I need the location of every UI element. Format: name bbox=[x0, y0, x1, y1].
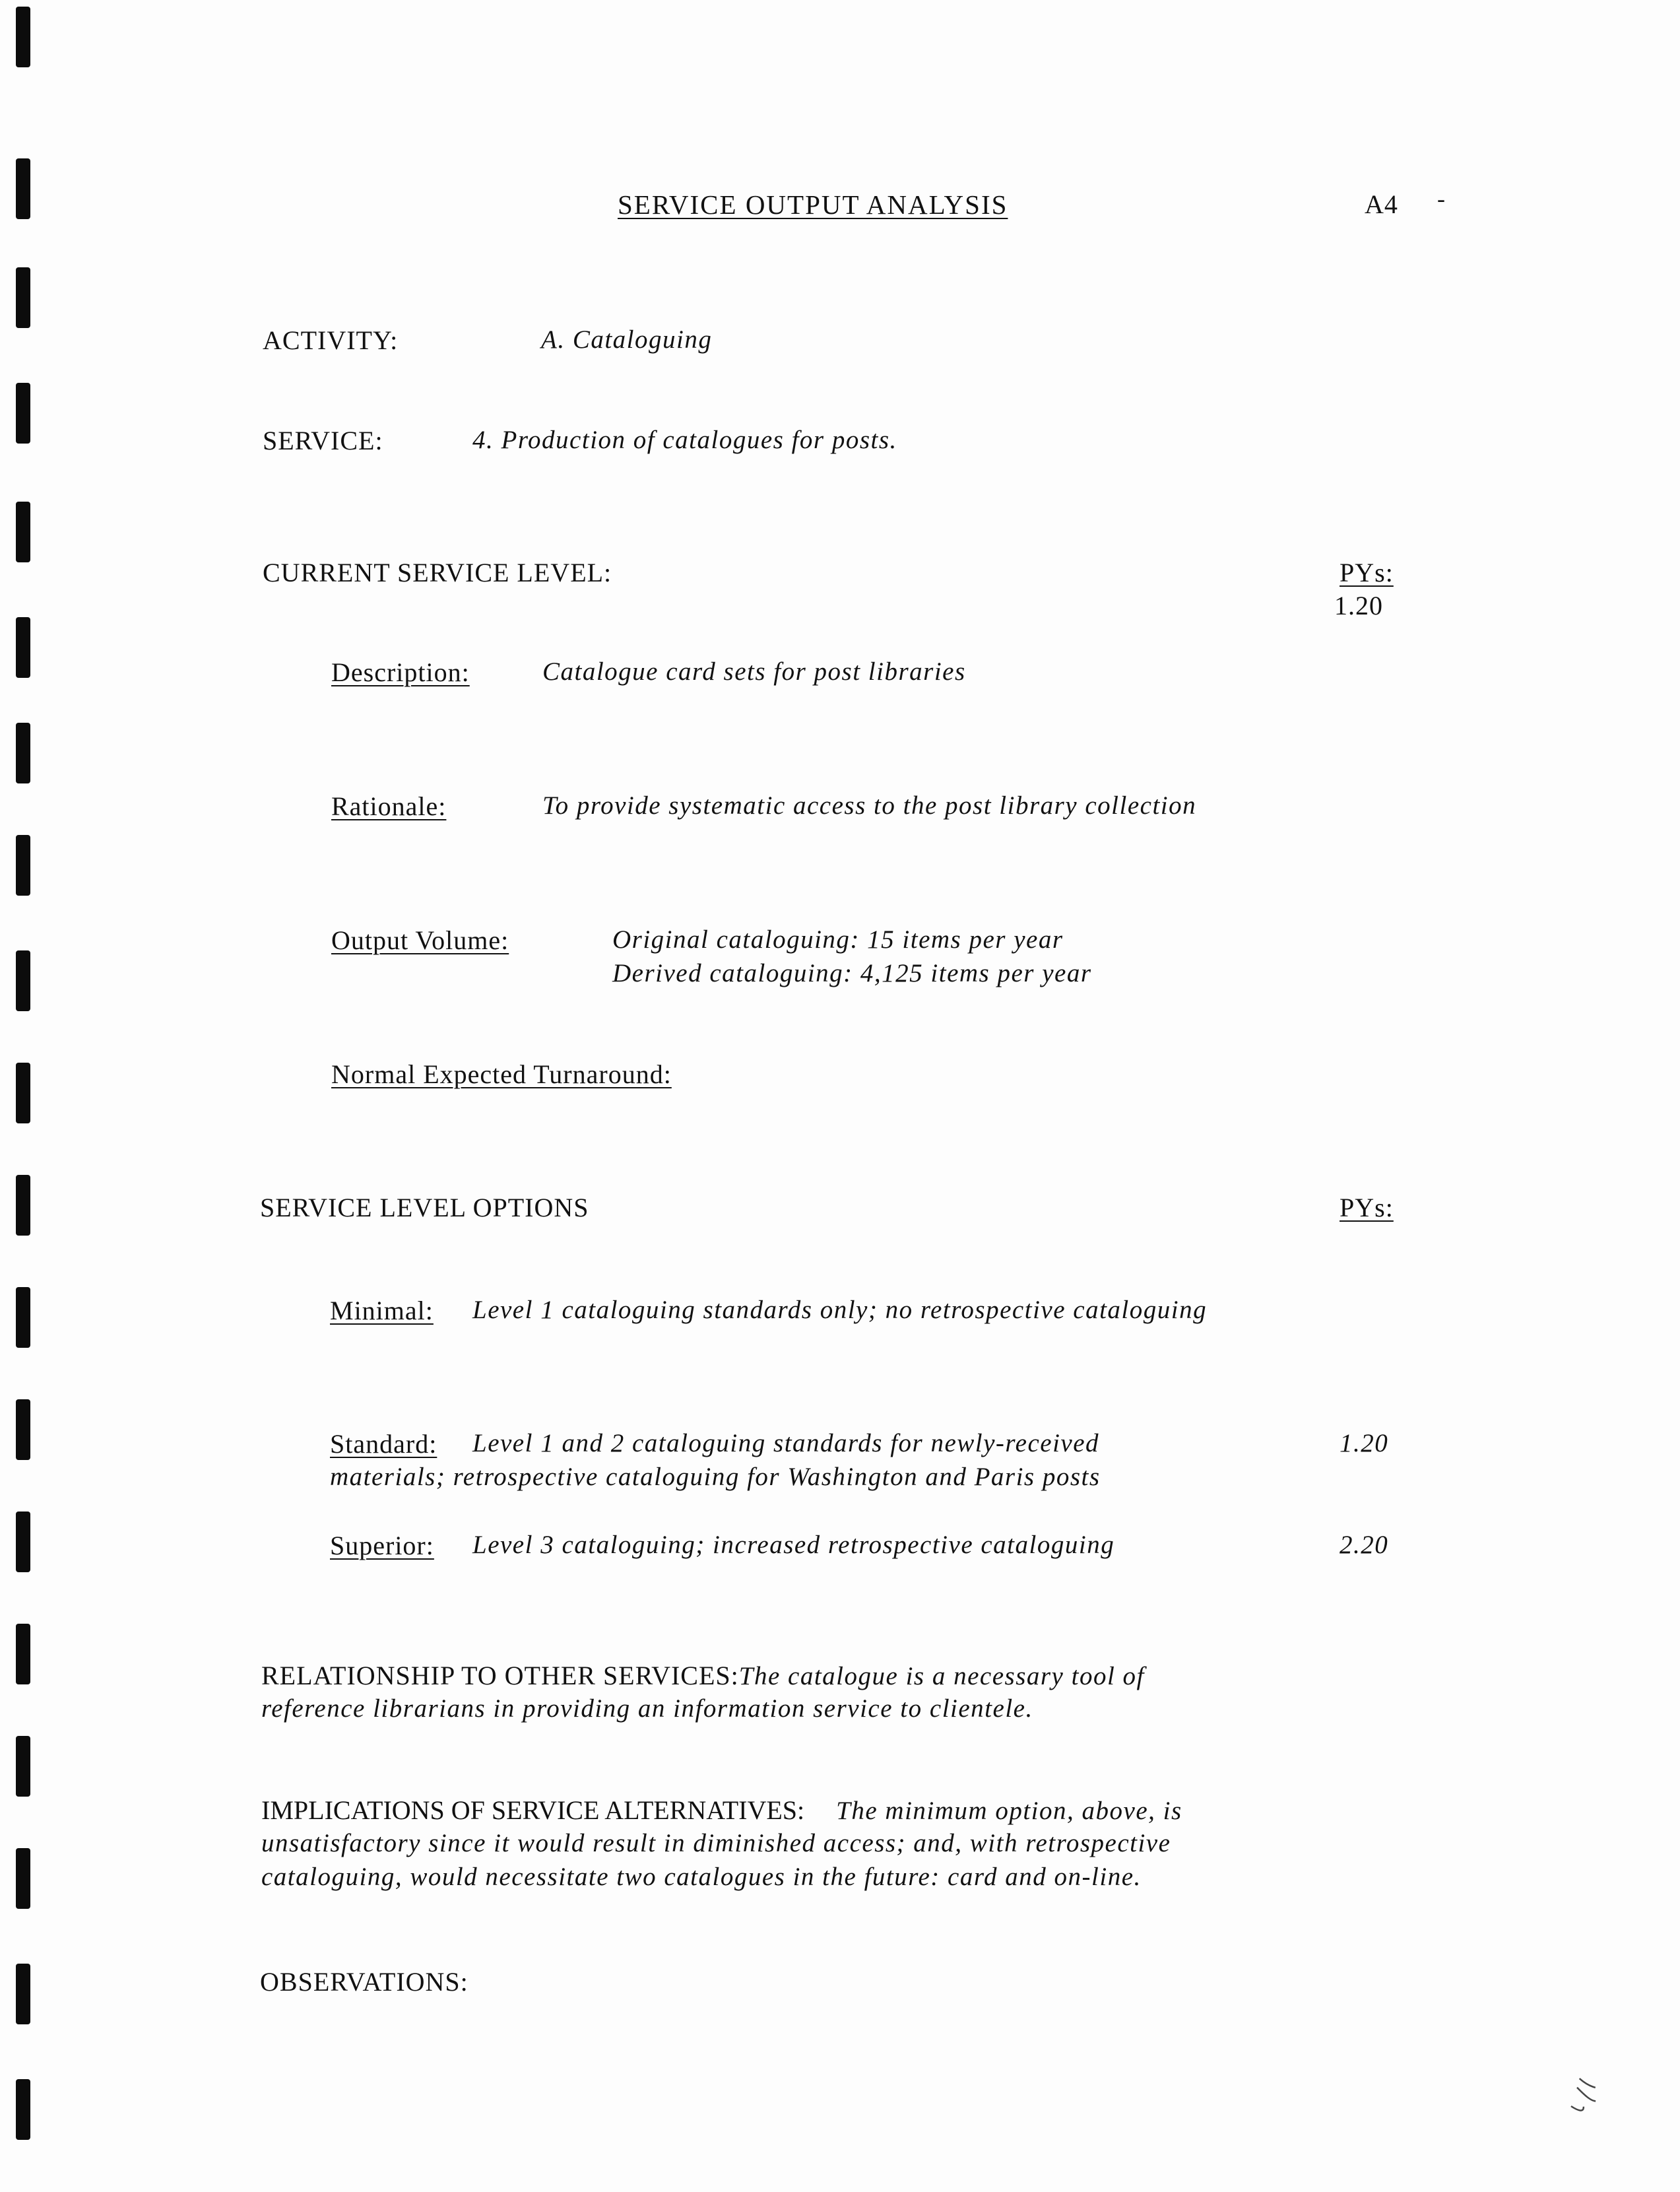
binder-punch-mark bbox=[16, 1063, 30, 1123]
binder-punch-mark bbox=[16, 723, 30, 783]
binder-punch-mark bbox=[16, 158, 30, 219]
binder-punch-mark bbox=[16, 1624, 30, 1684]
description-label: Description: bbox=[331, 657, 470, 687]
binder-punch-mark bbox=[16, 383, 30, 444]
binder-punch-mark bbox=[16, 1511, 30, 1572]
binder-punch-mark bbox=[16, 835, 30, 896]
implications-text-3: cataloguing, would necessitate two catalogues in the future: card and on-line. bbox=[261, 1863, 1142, 1891]
observations-label: OBSERVATIONS: bbox=[260, 1967, 468, 1997]
superior-pys: 2.20 bbox=[1340, 1531, 1389, 1559]
handwritten-check-mark bbox=[1553, 2066, 1614, 2131]
binder-punch-mark bbox=[16, 267, 30, 328]
binder-punch-mark bbox=[16, 1287, 30, 1348]
superior-label: Superior: bbox=[330, 1531, 434, 1560]
binder-punch-mark bbox=[16, 502, 30, 562]
binder-punch-mark bbox=[16, 1175, 30, 1236]
current-pys-value: 1.20 bbox=[1334, 591, 1383, 620]
relationship-line-1 bbox=[261, 1660, 1145, 1691]
service-value: 4. Production of catalogues for posts. bbox=[472, 426, 897, 454]
options-pys-label: PYs: bbox=[1340, 1193, 1394, 1222]
relationship-label: RELATIONSHIP TO OTHER SERVICES: bbox=[261, 1661, 739, 1690]
output-volume-label: Output Volume: bbox=[331, 925, 509, 955]
implications-label: IMPLICATIONS OF SERVICE ALTERNATIVES: bbox=[261, 1795, 805, 1825]
service-label: SERVICE: bbox=[263, 426, 383, 455]
activity-label: ACTIVITY: bbox=[263, 325, 399, 355]
page-id: A4 bbox=[1365, 189, 1398, 219]
header-dash: - bbox=[1437, 185, 1446, 212]
implications-text-1: The minimum option, above, is bbox=[836, 1797, 1182, 1825]
relationship-text-2: reference librarians in providing an information service to clientele. bbox=[261, 1694, 1033, 1723]
standard-value-line-2: materials; retrospective cataloguing for Washington and Paris posts bbox=[330, 1463, 1101, 1491]
binder-punch-mark bbox=[16, 7, 30, 67]
rationale-label: Rationale: bbox=[331, 791, 447, 821]
binder-punch-mark bbox=[16, 950, 30, 1011]
turnaround-label: Normal Expected Turnaround: bbox=[331, 1059, 672, 1089]
current-service-level-label: CURRENT SERVICE LEVEL: bbox=[263, 558, 612, 587]
superior-value: Level 3 cataloguing; increased retrospective cataloguing bbox=[472, 1531, 1115, 1559]
binder-punch-mark bbox=[16, 1964, 30, 2024]
rationale-value: To provide systematic access to the post library collection bbox=[542, 791, 1197, 820]
activity-value: A. Cataloguing bbox=[541, 325, 713, 354]
minimal-label: Minimal: bbox=[330, 1296, 434, 1325]
binder-punch-mark bbox=[16, 2079, 30, 2140]
minimal-value: Level 1 cataloguing standards only; no retrospective cataloguing bbox=[472, 1296, 1208, 1324]
binder-punch-mark bbox=[16, 617, 30, 678]
page-title: SERVICE OUTPUT ANALYSIS bbox=[618, 189, 1008, 220]
current-pys-label: PYs: bbox=[1340, 558, 1394, 587]
binder-punch-mark bbox=[16, 1848, 30, 1909]
binder-punch-mark bbox=[16, 1736, 30, 1797]
implications-text-2: unsatisfactory since it would result in diminished access; and, with retrospective bbox=[261, 1829, 1171, 1857]
standard-label: Standard: bbox=[330, 1429, 437, 1459]
standard-value-line-1: Level 1 and 2 cataloguing standards for newly-received bbox=[472, 1429, 1100, 1457]
relationship-text-1: The catalogue is a necessary tool of bbox=[738, 1662, 1145, 1690]
binder-punch-mark bbox=[16, 1399, 30, 1460]
output-volume-line-2: Derived cataloguing: 4,125 items per year bbox=[612, 959, 1092, 987]
implications-line-1 bbox=[261, 1795, 1182, 1826]
description-value: Catalogue card sets for post libraries bbox=[542, 657, 966, 686]
service-level-options-label: SERVICE LEVEL OPTIONS bbox=[260, 1193, 589, 1222]
standard-pys: 1.20 bbox=[1340, 1429, 1389, 1457]
output-volume-line-1: Original cataloguing: 15 items per year bbox=[612, 925, 1064, 954]
